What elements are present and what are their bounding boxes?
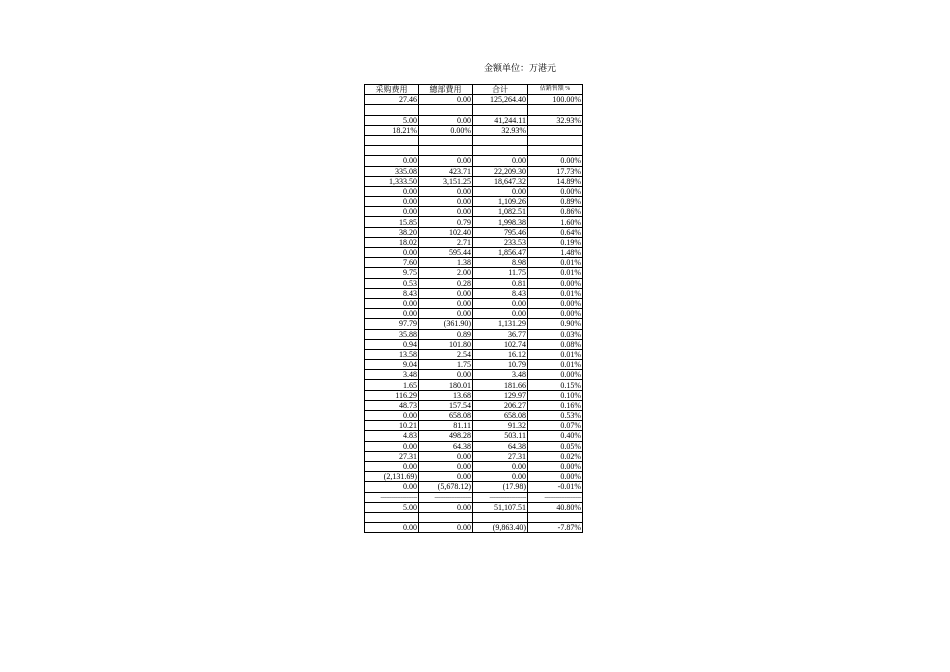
table-cell: 9.75 xyxy=(365,268,419,278)
table-cell: 38.20 xyxy=(365,227,419,237)
table-cell: 0.00% xyxy=(419,125,473,135)
table-cell: 5.00 xyxy=(365,502,419,512)
table-row xyxy=(365,105,583,115)
table-cell: 13.58 xyxy=(365,349,419,359)
table-cell: 0.40% xyxy=(528,431,583,441)
table-row xyxy=(365,278,583,288)
table-cell: 0.00 xyxy=(365,482,419,492)
table-cell: 22,209.30 xyxy=(473,166,528,176)
table-cell: 0.28 xyxy=(419,278,473,288)
table-cell: 8.43 xyxy=(473,288,528,298)
table-cell: 18.02 xyxy=(365,237,419,247)
table-row xyxy=(365,125,583,135)
table-cell: 0.00 xyxy=(419,523,473,533)
table-row xyxy=(365,115,583,125)
table-cell: 125,264.40 xyxy=(473,95,528,105)
table-cell: 0.01% xyxy=(528,349,583,359)
table-row xyxy=(365,329,583,339)
table-cell: 16.12 xyxy=(473,349,528,359)
table-cell: -------------------- xyxy=(473,492,528,502)
table-cell: 40.80% xyxy=(528,502,583,512)
table-cell: 0.02% xyxy=(528,451,583,461)
table-cell: 0.00 xyxy=(365,411,419,421)
table-cell: 14.89% xyxy=(528,176,583,186)
table-row xyxy=(365,146,583,156)
header-headquarters-cost: 總部費用 xyxy=(419,85,473,95)
table-cell: 423.71 xyxy=(419,166,473,176)
table-cell: 11.75 xyxy=(473,268,528,278)
table-cell: 0.01% xyxy=(528,268,583,278)
table-cell: 0.00 xyxy=(365,523,419,533)
table-cell: 658.08 xyxy=(473,411,528,421)
table-cell xyxy=(528,125,583,135)
table-cell: 0.01% xyxy=(528,360,583,370)
table-cell: 0.00 xyxy=(365,248,419,258)
table-cell: 0.00% xyxy=(528,472,583,482)
table-cell: 0.00 xyxy=(419,156,473,166)
table-cell: 0.16% xyxy=(528,400,583,410)
table-cell: 64.38 xyxy=(419,441,473,451)
table-cell xyxy=(365,105,419,115)
table-cell xyxy=(419,512,473,522)
table-cell: 101.80 xyxy=(419,339,473,349)
table-cell: 0.00% xyxy=(528,370,583,380)
table-cell: (5,678.12) xyxy=(419,482,473,492)
amount-unit-label: 金额单位：万港元 xyxy=(484,63,557,73)
table-row xyxy=(365,156,583,166)
table-cell: 0.00 xyxy=(419,309,473,319)
table-cell: 0.00 xyxy=(365,309,419,319)
table-row xyxy=(365,207,583,217)
table-cell: 0.00% xyxy=(528,309,583,319)
table-cell xyxy=(528,512,583,522)
table-cell: 3.48 xyxy=(365,370,419,380)
table-cell: 41,244.11 xyxy=(473,115,528,125)
table-cell: 0.01% xyxy=(528,258,583,268)
table-cell: 0.53 xyxy=(365,278,419,288)
table-cell: 3,151.25 xyxy=(419,176,473,186)
expense-table xyxy=(364,84,583,533)
table-cell: -------------------- xyxy=(419,492,473,502)
table-cell: 0.00% xyxy=(528,461,583,471)
table-cell xyxy=(528,146,583,156)
table-cell: 0.81 xyxy=(473,278,528,288)
table-cell: 32.93% xyxy=(473,125,528,135)
header-total: 合计 xyxy=(473,85,528,95)
table-cell: 1,333.50 xyxy=(365,176,419,186)
table-row xyxy=(365,319,583,329)
table-row xyxy=(365,390,583,400)
table-cell: 36.77 xyxy=(473,329,528,339)
table-cell: 795.46 xyxy=(473,227,528,237)
table-row xyxy=(365,421,583,431)
table-cell: 0.00 xyxy=(473,186,528,196)
table-row xyxy=(365,288,583,298)
table-cell: 0.00 xyxy=(419,115,473,125)
table-cell: 0.00 xyxy=(473,309,528,319)
table-cell: 180.01 xyxy=(419,380,473,390)
table-cell: 233.53 xyxy=(473,237,528,247)
table-cell: 0.07% xyxy=(528,421,583,431)
table-cell: 0.79 xyxy=(419,217,473,227)
table-cell: 32.93% xyxy=(528,115,583,125)
table-cell: 0.00 xyxy=(419,197,473,207)
table-cell: 0.94 xyxy=(365,339,419,349)
table-row xyxy=(365,258,583,268)
table-cell: 0.03% xyxy=(528,329,583,339)
header-procurement-cost: 采购费用 xyxy=(365,85,419,95)
table-cell: 0.00 xyxy=(473,156,528,166)
table-cell: 91.32 xyxy=(473,421,528,431)
table-cell xyxy=(365,512,419,522)
table-row xyxy=(365,339,583,349)
table-cell: 658.08 xyxy=(419,411,473,421)
table-cell: 0.00% xyxy=(528,278,583,288)
table-cell: 0.00 xyxy=(419,451,473,461)
table-cell: -------------------- xyxy=(528,492,583,502)
table-cell: 0.00% xyxy=(528,156,583,166)
table-cell: 1,856.47 xyxy=(473,248,528,258)
table-cell: 0.00% xyxy=(528,186,583,196)
table-cell: 0.19% xyxy=(528,237,583,247)
table-cell: 1,082.51 xyxy=(473,207,528,217)
table-row xyxy=(365,451,583,461)
table-cell: 0.00 xyxy=(365,461,419,471)
table-cell: 27.31 xyxy=(365,451,419,461)
table-cell: 0.00 xyxy=(365,186,419,196)
table-row xyxy=(365,248,583,258)
table-cell: 0.00 xyxy=(419,186,473,196)
table-cell: 100.00% xyxy=(528,95,583,105)
table-cell: 181.66 xyxy=(473,380,528,390)
table-cell: 1,109.26 xyxy=(473,197,528,207)
table-cell: 0.53% xyxy=(528,411,583,421)
table-row xyxy=(365,502,583,512)
table-cell: 1.48% xyxy=(528,248,583,258)
table-cell: 2.54 xyxy=(419,349,473,359)
table-cell: 0.00 xyxy=(473,461,528,471)
table-row xyxy=(365,227,583,237)
table-row xyxy=(365,512,583,522)
table-cell: 81.11 xyxy=(419,421,473,431)
table-cell: 0.00 xyxy=(419,95,473,105)
table-cell: -0.01% xyxy=(528,482,583,492)
table-cell xyxy=(419,105,473,115)
table-cell: 48.73 xyxy=(365,400,419,410)
table-cell: 498.28 xyxy=(419,431,473,441)
table-cell xyxy=(365,146,419,156)
table-row xyxy=(365,197,583,207)
table-cell xyxy=(473,512,528,522)
table-cell: 102.74 xyxy=(473,339,528,349)
table-cell: 10.79 xyxy=(473,360,528,370)
table-row xyxy=(365,237,583,247)
header-sales-percentage: 佔銷售額 % xyxy=(528,85,583,95)
table-cell xyxy=(365,135,419,145)
table-cell: -7.87% xyxy=(528,523,583,533)
table-row xyxy=(365,298,583,308)
table-cell: 27.46 xyxy=(365,95,419,105)
table-cell: 0.01% xyxy=(528,288,583,298)
table-cell: 3.48 xyxy=(473,370,528,380)
table-row xyxy=(365,309,583,319)
table-row xyxy=(365,176,583,186)
table-row xyxy=(365,186,583,196)
table-cell: 0.89 xyxy=(419,329,473,339)
table-cell: 157.54 xyxy=(419,400,473,410)
table-row xyxy=(365,482,583,492)
table-row xyxy=(365,492,583,502)
table-cell: 0.05% xyxy=(528,441,583,451)
table-cell: 0.00 xyxy=(473,472,528,482)
table-header-row xyxy=(365,85,583,95)
table-cell: 8.43 xyxy=(365,288,419,298)
table-cell: 0.64% xyxy=(528,227,583,237)
table-cell: 0.15% xyxy=(528,380,583,390)
table-cell: 97.79 xyxy=(365,319,419,329)
table-cell: 1.38 xyxy=(419,258,473,268)
table-cell: 17.73% xyxy=(528,166,583,176)
table-row xyxy=(365,166,583,176)
table-cell: 116.29 xyxy=(365,390,419,400)
table-cell: 9.04 xyxy=(365,360,419,370)
table-cell: 64.38 xyxy=(473,441,528,451)
table-cell: 27.31 xyxy=(473,451,528,461)
table-cell: 0.00 xyxy=(365,441,419,451)
table-cell: 2.00 xyxy=(419,268,473,278)
table-cell: 5.00 xyxy=(365,115,419,125)
table-row xyxy=(365,400,583,410)
table-row xyxy=(365,360,583,370)
table-cell xyxy=(419,146,473,156)
table-cell xyxy=(528,105,583,115)
table-cell: 0.00 xyxy=(419,288,473,298)
table-cell: 8.98 xyxy=(473,258,528,268)
table-cell: 1,998.38 xyxy=(473,217,528,227)
table-row xyxy=(365,461,583,471)
table-cell xyxy=(473,146,528,156)
table-cell: 206.27 xyxy=(473,400,528,410)
table-cell: 1,131.29 xyxy=(473,319,528,329)
table-cell: 0.00 xyxy=(419,461,473,471)
table-cell: 2.71 xyxy=(419,237,473,247)
table-cell: 503.11 xyxy=(473,431,528,441)
table-row xyxy=(365,472,583,482)
table-cell: 13.68 xyxy=(419,390,473,400)
table-cell: 0.90% xyxy=(528,319,583,329)
table-cell: 102.40 xyxy=(419,227,473,237)
table-cell: 4.83 xyxy=(365,431,419,441)
table-cell xyxy=(528,135,583,145)
table-cell: 18,647.32 xyxy=(473,176,528,186)
table-cell: 595.44 xyxy=(419,248,473,258)
table-cell: (17.98) xyxy=(473,482,528,492)
table-cell: (9,863.40) xyxy=(473,523,528,533)
table-cell: 1.75 xyxy=(419,360,473,370)
table-cell: 0.00 xyxy=(419,298,473,308)
table-cell: 1.65 xyxy=(365,380,419,390)
table-row xyxy=(365,370,583,380)
table-row xyxy=(365,349,583,359)
table-cell: 0.00 xyxy=(365,298,419,308)
table-cell: 35.88 xyxy=(365,329,419,339)
table-row xyxy=(365,441,583,451)
table-cell: 335.08 xyxy=(365,166,419,176)
table-row xyxy=(365,523,583,533)
table-cell: (2,131.69) xyxy=(365,472,419,482)
table-cell: 7.60 xyxy=(365,258,419,268)
table-row xyxy=(365,411,583,421)
table-cell: 0.00 xyxy=(365,197,419,207)
table-row xyxy=(365,380,583,390)
table-cell: 0.00 xyxy=(365,156,419,166)
table-cell: 18.21% xyxy=(365,125,419,135)
table-row xyxy=(365,431,583,441)
table-cell: 0.10% xyxy=(528,390,583,400)
table-row xyxy=(365,268,583,278)
table-row xyxy=(365,95,583,105)
table-cell: 15.85 xyxy=(365,217,419,227)
table-cell: -------------------- xyxy=(365,492,419,502)
table-cell: 0.89% xyxy=(528,197,583,207)
table-cell: (361.90) xyxy=(419,319,473,329)
table-cell xyxy=(473,135,528,145)
table-cell: 0.08% xyxy=(528,339,583,349)
table-cell: 0.00 xyxy=(419,502,473,512)
table-cell: 0.00 xyxy=(419,472,473,482)
table-cell: 10.21 xyxy=(365,421,419,431)
table-row xyxy=(365,135,583,145)
table-cell: 51,107.51 xyxy=(473,502,528,512)
table-body xyxy=(365,95,583,533)
table-row xyxy=(365,217,583,227)
table-cell: 0.86% xyxy=(528,207,583,217)
table-cell: 129.97 xyxy=(473,390,528,400)
table-cell: 0.00 xyxy=(365,207,419,217)
table-cell: 0.00 xyxy=(473,298,528,308)
table-cell: 0.00 xyxy=(419,370,473,380)
table-cell xyxy=(419,135,473,145)
table-cell xyxy=(473,105,528,115)
table-cell: 1.60% xyxy=(528,217,583,227)
table-cell: 0.00% xyxy=(528,298,583,308)
table-cell: 0.00 xyxy=(419,207,473,217)
